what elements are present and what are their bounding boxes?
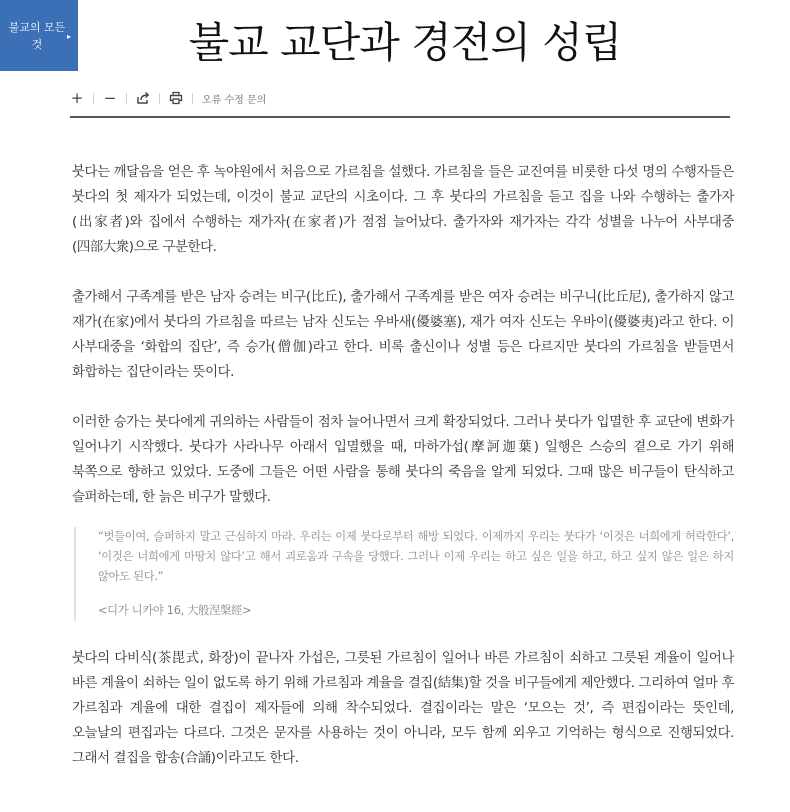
report-error-link[interactable]: 오류 수정 문의 <box>202 94 267 106</box>
quote-text: “벗들이여, 슬퍼하지 말고 근심하지 마라. 우리는 이제 붓다로부터 해방 되었다. 이제까지 우리는 붓다가 ‘이것은 너희에게 허락한다’, ‘이것은 너희에게 마땅치 않다’고 해서 괴로움과 구속을 당했다. 그러나 이제 우리는 하고 싶은 일을 하고, 하고 싶지 않은 일은 하지 않아도 된다.” <box>98 530 734 583</box>
article-paragraph: 출가해서 구족계를 받은 남자 승려는 비구(比丘), 출가해서 구족계를 받은 여자 승려는 비구니(比丘尼), 출가하지 않고 재가(在家)에서 붓다의 가르침을 따르는 남자 신도는 우바새(優婆塞), 재가 여자 신도는 우바이(優婆夷)라고 한다. 이 사부대중을 ‘화합의 집단’, 즉 승가(僧伽)라고 한다. 비록 출신이나 성별 등은 다르지만 붓다의 가르침을 받들면서 화합하는 집단이라는 뜻이다. <box>72 290 734 380</box>
toolbar-divider <box>93 93 94 104</box>
zoom-in-button[interactable]: + <box>70 89 84 107</box>
quote-block <box>74 527 734 621</box>
quote-source: <디가 니카야 16, 大般涅槃經> <box>98 604 252 617</box>
article-toolbar <box>70 86 730 110</box>
toolbar-divider <box>126 93 127 104</box>
article-paragraph: 붓다의 다비식(茶毘式, 화장)이 끝나자 가섭은, 그릇된 가르침이 일어나 바른 가르침이 쇠하고 그릇된 계율이 일어나 바른 계율이 쇠하는 일이 없도록 하기 위해 가르침과 계율을 결집(結集)할 것을 비구들에게 제안했다. 그리하여 얼마 후 가르침과 계율에 대한 결집이 제자들에 의해 착수되었다. 결집이라는 말은 ‘모으는 것’, 즉 편집이라는 뜻인데, 오늘날의 편집과는 다르다. 그것은 문자를 사용하는 것이 아니라, 모두 함께 외우고 기억하는 형식으로 진행되었다. 그래서 결집을 합송(合誦)이라고도 한다. <box>72 651 734 766</box>
toolbar-divider <box>159 93 160 104</box>
page-title: 불교 교단과 경전의 성립 <box>188 18 622 67</box>
article-body <box>72 160 734 771</box>
category-label: 불교의 모든 것 <box>8 20 66 51</box>
chevron-right-icon: ▸ <box>66 32 71 41</box>
toolbar-divider <box>192 93 193 104</box>
zoom-out-button[interactable]: − <box>103 89 117 107</box>
article-paragraph: 이러한 승가는 붓다에게 귀의하는 사람들이 점차 늘어나면서 크게 확장되었다. 그러나 붓다가 입멸한 후 교단에 변화가 일어나기 시작했다. 붓다가 사라나무 아래서 입멸했을 때, 마하가섭(摩訶迦葉) 일행은 스승의 곁으로 가기 위해 북쪽으로 향하고 있었다. 도중에 그들은 어떤 사람을 통해 붓다의 죽음을 알게 되었다. 그때 많은 비구들이 탄식하고 슬퍼하는데, 한 늙은 비구가 말했다. <box>72 415 734 505</box>
header-divider <box>70 116 730 118</box>
article-paragraph: 붓다는 깨달음을 얻은 후 녹야원에서 처음으로 가르침을 설했다. 가르침을 들은 교진여를 비롯한 다섯 명의 수행자들은 붓다의 첫 제자가 되었는데, 이것이 불교 교단의 시초이다. 그 후 붓다의 가르침을 듣고 집을 나와 수행하는 출가자(出家者)와 집에서 수행하는 재가자(在家者)가 점점 늘어났다. 출가자와 재가자는 각각 성별을 나누어 사부대중(四部大衆)으로 구분한다. <box>72 165 734 255</box>
share-icon[interactable] <box>136 91 150 105</box>
print-icon[interactable] <box>169 91 183 105</box>
category-tab[interactable] <box>0 0 78 71</box>
